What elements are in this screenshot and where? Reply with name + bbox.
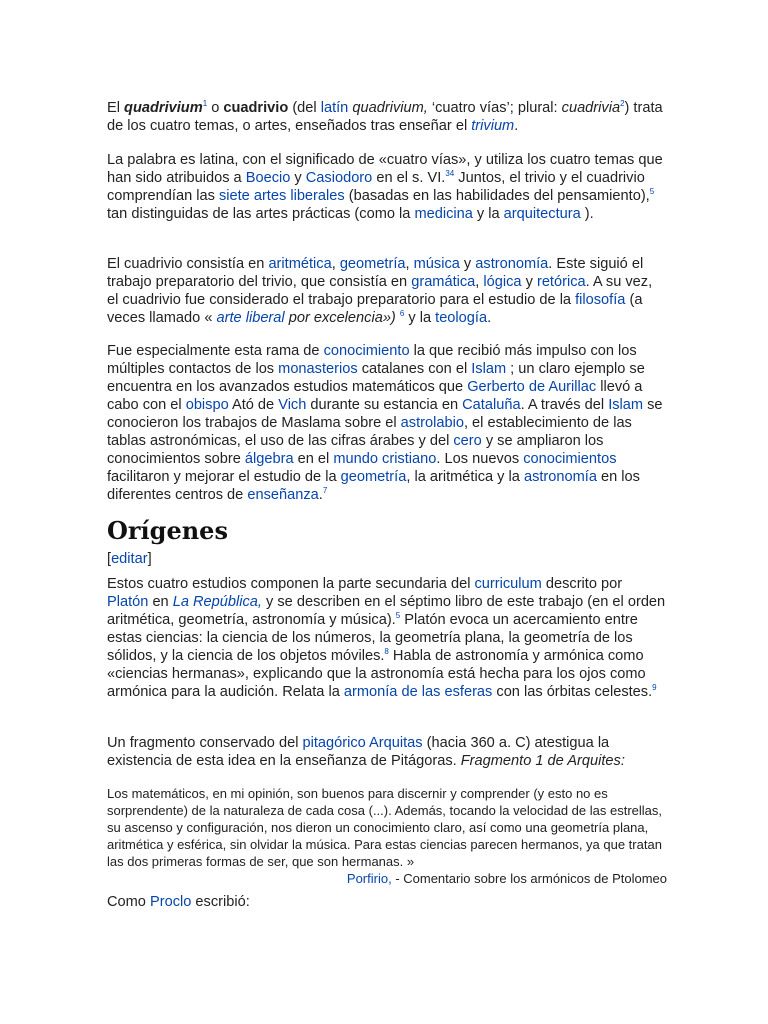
text: Como — [107, 894, 150, 910]
link-boecio[interactable]: Boecio — [245, 170, 291, 186]
text: Estos cuatro estudios componen la parte secundaria del — [107, 576, 475, 592]
section-heading: Orígenes — [107, 516, 228, 545]
text: . A través del — [520, 397, 609, 413]
text: facilitaron y mejorar el estudio de la — [107, 469, 341, 485]
proclo-paragraph — [107, 893, 667, 911]
link-medicina[interactable]: medicina — [414, 206, 473, 222]
edit-section — [107, 550, 667, 568]
text: . Los nuevos — [436, 451, 524, 467]
link-algebra[interactable]: álgebra — [244, 451, 294, 467]
text: la que recibió más impulso con los múltiples contactos de los — [107, 343, 637, 377]
footnote-ref[interactable]: 9 — [652, 683, 657, 693]
link-gramatica[interactable]: gramática — [411, 274, 476, 290]
link-latin[interactable]: latín — [320, 100, 349, 116]
link-musica[interactable]: música — [413, 256, 460, 272]
text: escribió: — [191, 894, 250, 910]
link-siete-artes-liberales[interactable]: siete artes liberales — [218, 188, 345, 204]
text: y — [521, 274, 537, 290]
text: ; un claro ejemplo se encuentra en los avanzados estudios matemáticos que — [107, 361, 645, 395]
italic-text: quadrivium, — [352, 100, 428, 116]
text: Juntos, el trivio y el cuadrivio comprendían las — [107, 170, 645, 204]
link-filosofia[interactable]: filosofía — [575, 292, 626, 308]
text: , — [405, 256, 414, 272]
text: y la — [404, 310, 436, 326]
link-geometria[interactable]: geometría — [340, 469, 407, 485]
link-gerberto-de-aurillac[interactable]: Gerberto de Aurillac — [467, 379, 597, 395]
term-cuadrivio: cuadrivio — [223, 100, 289, 116]
text: y — [290, 170, 306, 186]
link-casiodoro[interactable]: Casiodoro — [305, 170, 373, 186]
text: (del — [288, 100, 321, 116]
text: y se ampliaron los conocimientos sobre — [107, 433, 604, 467]
subjects-paragraph — [107, 255, 667, 327]
text: en — [148, 594, 173, 610]
text: o — [207, 100, 224, 116]
italic-text: Fragmento 1 de Arquites: — [460, 753, 625, 769]
link-trivium[interactable]: trivium — [471, 118, 515, 134]
text: con las órbitas celestes. — [492, 684, 653, 700]
text: tan distinguidas de las artes prácticas (como la — [107, 206, 415, 222]
text: . — [487, 310, 492, 326]
footnote-ref[interactable]: 6 — [399, 309, 405, 319]
text: . — [318, 487, 323, 503]
link-monasterios[interactable]: monasterios — [278, 361, 358, 377]
edit-link[interactable]: editar — [111, 551, 148, 567]
text: en el — [293, 451, 334, 467]
quote-text: Los matemáticos, en mi opinión, son buenos para discernir y comprender (y esto no es sorprendente) de la naturaleza de cada cosa (...). Además, tocando la velocidad de las estrellas, su ascenso y configuración, nos dieron un conocimiento claro, así como una geometría plana, aritmética y esférica, sin olvidar la música. Para estas ciencias parecen hermanos, ya que tratan las dos primeras formas de ser, que son hermanas. » — [107, 786, 662, 869]
link-porfirio[interactable]: Porfirio, — [346, 871, 392, 886]
text: (hacia 360 a. C) atestigua la existencia de esta idea en la enseñanza de Pitágoras. — [107, 735, 610, 769]
quote-attribution — [107, 870, 667, 887]
link-islam[interactable]: Islam — [608, 397, 644, 413]
text: y — [459, 256, 476, 272]
text: en los diferentes centros de — [107, 469, 640, 503]
text: . A su vez, el cuadrivio fue considerado el trabajo preparatorio para el estudio de la — [107, 274, 653, 308]
link-geometria[interactable]: geometría — [339, 256, 406, 272]
text: La palabra es latina, con el significado de «cuatro vías», y utiliza los cuatro temas que han sido atribuidos a — [107, 152, 663, 186]
link-armonia-de-las-esferas[interactable]: armonía de las esferas — [343, 684, 493, 700]
text: , — [331, 256, 340, 272]
text: Fue especialmente esta rama de — [107, 343, 324, 359]
footnote-ref[interactable]: 34 — [445, 169, 455, 179]
link-cataluna[interactable]: Cataluña — [462, 397, 521, 413]
link-arquitectura[interactable]: arquitectura — [503, 206, 581, 222]
text: El cuadrivio consistía en — [107, 256, 269, 272]
link-mundo-cristiano[interactable]: mundo cristiano — [333, 451, 437, 467]
text: descrito por — [541, 576, 623, 592]
text: ). — [580, 206, 594, 222]
text: y la — [472, 206, 504, 222]
link-retorica[interactable]: retórica — [536, 274, 586, 290]
link-la-republica[interactable]: La República, — [172, 594, 262, 610]
footnote-ref[interactable]: 7 — [322, 486, 328, 496]
fragment-paragraph — [107, 734, 667, 770]
text: llevó a cabo con el — [107, 379, 643, 413]
text: (basadas en las habilidades del pensamiento), — [344, 188, 650, 204]
bracket: [ — [107, 551, 112, 567]
link-conocimientos[interactable]: conocimientos — [523, 451, 617, 467]
bracket: ] — [147, 551, 152, 567]
text: y se describen en el séptimo libro de este trabajo (en el orden aritmética, geometría, astronomía y música). — [107, 594, 666, 628]
link-conocimiento[interactable]: conocimiento — [323, 343, 410, 359]
link-cero[interactable]: cero — [453, 433, 482, 449]
link-pitagorico-arquitas[interactable]: pitagórico Arquitas — [302, 735, 423, 751]
link-astrolabio[interactable]: astrolabio — [400, 415, 464, 431]
link-vich[interactable]: Vich — [278, 397, 307, 413]
link-ensenanza[interactable]: enseñanza — [247, 487, 319, 503]
text: , — [475, 274, 484, 290]
etymology-paragraph — [107, 151, 667, 223]
term-quadrivium: quadrivium — [124, 100, 203, 116]
footnote-ref[interactable]: 5 — [649, 187, 655, 197]
link-aritmetica[interactable]: aritmética — [268, 256, 332, 272]
link-logica[interactable]: lógica — [483, 274, 522, 290]
link-teologia[interactable]: teología — [435, 310, 488, 326]
text: en el s. VI. — [372, 170, 446, 186]
text: durante su estancia en — [306, 397, 463, 413]
italic-text: cuadrivia — [561, 100, 621, 116]
text: (a veces llamado « — [107, 292, 643, 326]
link-arte-liberal[interactable]: arte liberal — [216, 310, 285, 326]
text: . — [514, 118, 519, 134]
text: Habla de astronomía y armónica como «ciencias hermanas», explicando que la astronomía está hecha para los ojos como armónica para la audición. Relata la — [107, 648, 646, 700]
blockquote — [107, 785, 667, 887]
text: Un fragmento conservado del — [107, 735, 303, 751]
text: ‘cuatro vías’; plural: — [427, 100, 562, 116]
italic-text: por excelencia») — [284, 310, 400, 326]
footnote-ref[interactable]: 2 — [620, 99, 625, 109]
text: ) trata de los cuatro temas, o artes, enseñados tras enseñar el — [107, 100, 663, 134]
text: . Este siguió el trabajo preparatorio del trivio, que consistía en — [107, 256, 644, 290]
footnote-ref[interactable]: 1 — [202, 99, 208, 109]
text: Platón evoca un acercamiento entre estas ciencias: la ciencia de los números, la geometría plana, la geometría de los sólidos, y la ciencia de los objetos móviles. — [107, 612, 638, 664]
text: Ató de — [228, 397, 279, 413]
link-curriculum[interactable]: curriculum — [474, 576, 542, 592]
text: , la aritmética y la — [406, 469, 524, 485]
link-platon[interactable]: Platón — [107, 594, 149, 610]
intro-paragraph — [107, 99, 667, 135]
link-astronomia[interactable]: astronomía — [523, 469, 597, 485]
text: catalanes con el — [357, 361, 472, 377]
footnote-ref[interactable]: 5 — [395, 611, 401, 621]
link-proclo[interactable]: Proclo — [149, 894, 192, 910]
quote-source: - Comentario sobre los armónicos de Ptolomeo — [391, 871, 667, 886]
text: El — [107, 100, 125, 116]
text: se conocieron los trabajos de Maslama sobre el — [107, 397, 663, 431]
link-astronomia[interactable]: astronomía — [475, 256, 549, 272]
footnote-ref[interactable]: 8 — [384, 647, 389, 657]
link-obispo[interactable]: obispo — [185, 397, 229, 413]
origins-paragraph — [107, 575, 667, 701]
history-paragraph — [107, 342, 667, 504]
text: , el establecimiento de las tablas astronómicas, el uso de las cifras árabes y del — [107, 415, 632, 449]
link-islam[interactable]: Islam — [471, 361, 507, 377]
